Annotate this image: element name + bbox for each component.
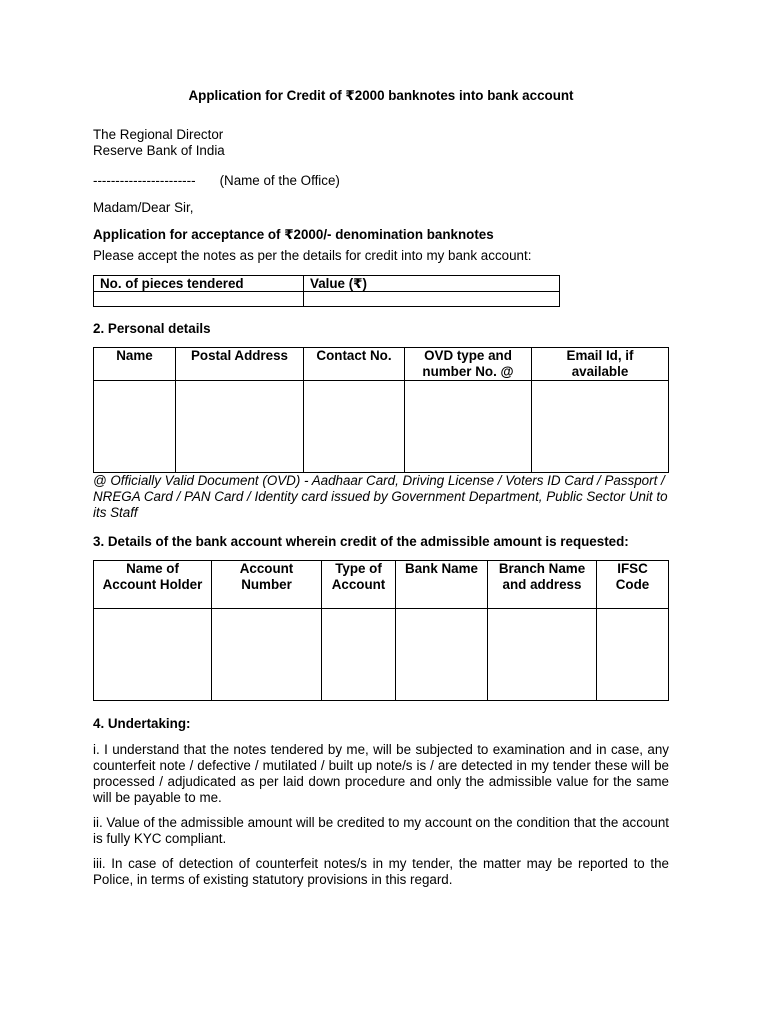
application-form bbox=[93, 88, 669, 888]
ifsc-cell[interactable] bbox=[597, 609, 669, 701]
undertaking-item-3: iii. In case of detection of counterfeit notes/s in my tender, the matter may be reported to the Police, in terms of existing statutory provisions in this regard. bbox=[93, 856, 669, 887]
email-header: Email Id, if available bbox=[532, 348, 669, 381]
value-cell[interactable] bbox=[304, 292, 560, 307]
undertaking-heading: 4. Undertaking: bbox=[93, 716, 191, 731]
recipient-org: Reserve Bank of India bbox=[93, 143, 225, 158]
office-name-blank: ----------------------- bbox=[93, 173, 196, 188]
notes-tendered-table bbox=[93, 275, 560, 307]
office-name-line bbox=[93, 173, 669, 189]
table-row bbox=[94, 609, 669, 701]
ovd-header: OVD type and number No. @ bbox=[405, 348, 532, 381]
request-text: Please accept the notes as per the details for credit into my bank account: bbox=[93, 248, 532, 263]
salutation: Madam/Dear Sir, bbox=[93, 200, 194, 215]
contact-no-cell[interactable] bbox=[304, 381, 405, 473]
bank-details-table bbox=[93, 560, 669, 701]
account-type-header: Type of Account bbox=[322, 561, 396, 609]
postal-address-header: Postal Address bbox=[176, 348, 304, 381]
bank-name-header: Bank Name bbox=[396, 561, 488, 609]
account-number-header: Account Number bbox=[212, 561, 322, 609]
undertaking-item-1: i. I understand that the notes tendered by me, will be subjected to examination and in case, any counterfeit note / defective / mutilated / built up note/s is / are detected in my tender these will be processed / adjudicated as per laid down procedure and only the admissible value for the same will be payable to me. bbox=[93, 742, 669, 805]
table-header-row bbox=[94, 561, 669, 609]
account-holder-cell[interactable] bbox=[94, 609, 212, 701]
personal-details-table bbox=[93, 347, 669, 473]
pieces-tendered-cell[interactable] bbox=[94, 292, 304, 307]
bank-name-cell[interactable] bbox=[396, 609, 488, 701]
office-name-label: (Name of the Office) bbox=[219, 173, 340, 188]
ifsc-header: IFSC Code bbox=[597, 561, 669, 609]
ovd-footnote: @ Officially Valid Document (OVD) - Aadhaar Card, Driving License / Voters ID Card / Passport / NREGA Card / PAN Card / Identity card issued by Government Department, Public Sector Unit to its Staff bbox=[93, 473, 668, 520]
email-cell[interactable] bbox=[532, 381, 669, 473]
branch-header: Branch Name and address bbox=[488, 561, 597, 609]
contact-no-header: Contact No. bbox=[304, 348, 405, 381]
application-subject: Application for acceptance of ₹2000/- denomination banknotes bbox=[93, 227, 494, 242]
table-header-row bbox=[94, 276, 560, 292]
personal-details-heading: 2. Personal details bbox=[93, 321, 211, 336]
value-header: Value (₹) bbox=[304, 276, 560, 292]
recipient-title: The Regional Director bbox=[93, 127, 224, 142]
name-cell[interactable] bbox=[94, 381, 176, 473]
branch-cell[interactable] bbox=[488, 609, 597, 701]
undertaking-item-2: ii. Value of the admissible amount will be credited to my account on the condition that the account is fully KYC compliant. bbox=[93, 815, 669, 846]
table-row bbox=[94, 292, 560, 307]
ovd-cell[interactable] bbox=[405, 381, 532, 473]
form-title: Application for Credit of ₹2000 banknotes into bank account bbox=[188, 88, 574, 103]
pieces-tendered-header: No. of pieces tendered bbox=[94, 276, 304, 292]
postal-address-cell[interactable] bbox=[176, 381, 304, 473]
account-holder-header: Name of Account Holder bbox=[94, 561, 212, 609]
table-row bbox=[94, 381, 669, 473]
account-number-cell[interactable] bbox=[212, 609, 322, 701]
name-header: Name bbox=[94, 348, 176, 381]
bank-details-heading: 3. Details of the bank account wherein credit of the admissible amount is requested: bbox=[93, 534, 629, 549]
table-header-row bbox=[94, 348, 669, 381]
account-type-cell[interactable] bbox=[322, 609, 396, 701]
